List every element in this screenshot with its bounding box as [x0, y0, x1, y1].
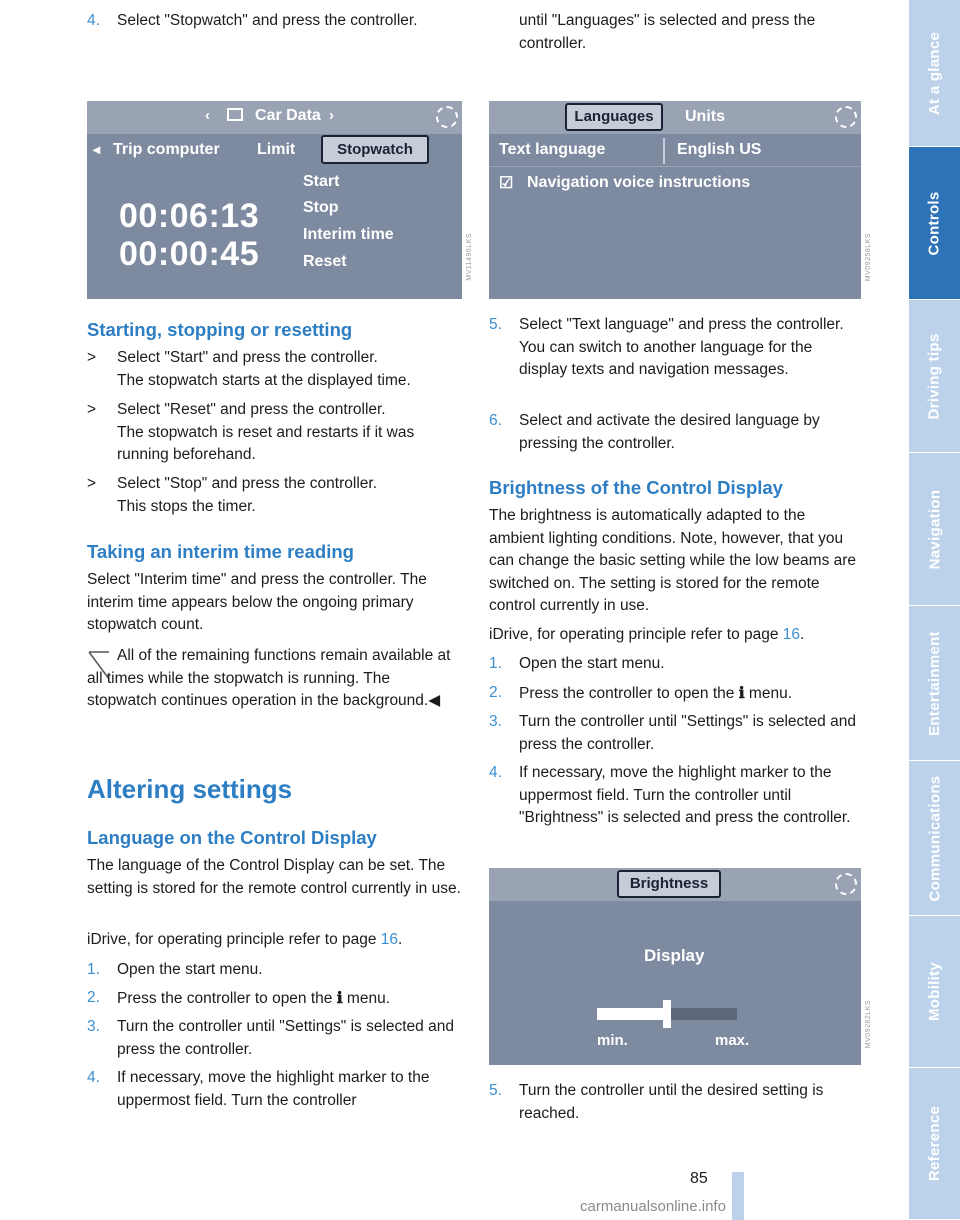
note-text: All of the remaining functions remain available at all times while the stopwatch is running. The stopwatch continues operation in the background.◀	[87, 647, 451, 709]
header-left-arrow: ‹	[205, 107, 210, 124]
brightness-slider-fill	[597, 1008, 667, 1020]
sidebar-item-mobility[interactable]: Mobility	[909, 916, 960, 1068]
column-divider	[663, 138, 665, 164]
chapter-sidebar	[909, 0, 960, 1220]
sidebar-item-reference[interactable]: Reference	[909, 1068, 960, 1220]
languages-screenshot	[489, 101, 861, 299]
sidebar-item-entertainment[interactable]: Entertainment	[909, 606, 960, 761]
page-number: 85	[690, 1170, 708, 1187]
image-code: MV09258LKS	[865, 233, 872, 282]
bullet-stop	[87, 473, 462, 518]
display-label: Display	[644, 946, 705, 965]
brightness-slider-handle[interactable]	[663, 1000, 671, 1028]
bullet-arrow: >	[87, 349, 97, 366]
bullet-line2: The stopwatch starts at the displayed time.	[117, 371, 411, 389]
sidebar-item-driving-tips[interactable]: Driving tips	[909, 300, 960, 453]
stopwatch-screenshot	[87, 101, 462, 299]
tab-back-arrow: ◂	[93, 141, 101, 157]
step-6-language	[489, 410, 861, 455]
header-right-arrow: ›	[329, 107, 334, 124]
brightness-paragraph: The brightness is automatically adapted to the ambient lighting conditions. Note, however, that you can change the basic setting while the low beams are switched on. The setting is stored for the remote control currently in use.	[489, 507, 857, 614]
heading-interim: Taking an interim time reading	[87, 541, 354, 562]
step-text: Select "Stopwatch" and press the controller.	[117, 12, 418, 29]
brightness-screenshot	[489, 868, 861, 1065]
tab-languages[interactable]: Languages	[565, 103, 663, 131]
page-link[interactable]: 16	[380, 931, 399, 948]
step-text: If necessary, move the highlight marker to the uppermost field. Turn the controller until "Brightness" is selected and press the controller.	[519, 764, 851, 826]
info-icon: ℹ	[336, 988, 343, 1007]
text-language-value: English US	[677, 141, 762, 158]
navigation-voice-label: Navigation voice instructions	[527, 174, 751, 191]
step-number: 5.	[489, 316, 502, 333]
menu-interim-time[interactable]: Interim time	[303, 226, 394, 243]
step-text: Turn the controller until "Settings" is selected and press the controller.	[519, 713, 856, 753]
watermark: carmanualsonline.info	[580, 1198, 726, 1215]
step-5-brightness	[489, 1080, 861, 1125]
bullet-line2: This stops the timer.	[117, 497, 256, 515]
bullet-reset	[87, 399, 462, 467]
step-text: If necessary, move the highlight marker to the uppermost field. Turn the controller	[117, 1069, 430, 1109]
bullet-start	[87, 347, 462, 392]
sidebar-item-controls[interactable]: Controls	[909, 147, 960, 300]
step-text: Open the start menu.	[519, 655, 665, 672]
navigation-voice-row[interactable]	[489, 167, 861, 200]
step-1-right	[489, 653, 861, 676]
step-text: Select "Text language" and press the controller. You can switch to another language for the display texts and navigation messages.	[519, 316, 844, 378]
idrive-reference: iDrive, for operating principle refer to page 16.	[87, 931, 403, 948]
step-number: 2.	[489, 684, 502, 701]
step-text: Turn the controller until the desired setting is reached.	[519, 1082, 824, 1122]
display-icon	[227, 108, 243, 121]
menu-reset[interactable]: Reset	[303, 253, 347, 270]
min-label: min.	[597, 1032, 628, 1049]
rotate-icon	[436, 106, 458, 128]
step-4-right	[489, 762, 861, 830]
primary-time: 00:06:13	[119, 197, 260, 235]
step-text: Turn the controller until "Settings" is selected and press the controller.	[117, 1018, 454, 1058]
step-number: 4.	[87, 12, 100, 29]
info-icon: ℹ	[738, 683, 745, 702]
image-code: MV11496LKS	[466, 233, 473, 281]
tab-bar	[87, 134, 462, 167]
step-number: 3.	[489, 713, 502, 730]
step-text: Select and activate the desired language by pressing the controller.	[519, 412, 820, 452]
step-number: 2.	[87, 989, 100, 1006]
page-link[interactable]: 16	[782, 626, 801, 643]
bullet-line2: The stopwatch is reset and restarts if it was running beforehand.	[117, 423, 415, 463]
max-label: max.	[715, 1032, 750, 1049]
step-1-left	[87, 959, 462, 982]
text-language-label: Text language	[499, 141, 606, 158]
tab-stopwatch[interactable]: Stopwatch	[321, 135, 429, 164]
menu-start[interactable]: Start	[303, 173, 340, 190]
interim-paragraph: Select "Interim time" and press the controller. The interim time appears below the ongoing primary stopwatch count.	[87, 571, 427, 633]
bullet-line1: Select "Stop" and press the controller.	[117, 475, 378, 492]
page-marker-bar	[732, 1172, 744, 1220]
sidebar-item-navigation[interactable]: Navigation	[909, 453, 960, 606]
step-text: Press the controller to open the ℹ menu.	[519, 683, 792, 702]
step-text: Open the start menu.	[117, 961, 263, 978]
bullet-line1: Select "Reset" and press the controller.	[117, 401, 386, 418]
sidebar-item-at-a-glance[interactable]: At a glance	[909, 0, 960, 147]
text-language-row[interactable]	[489, 134, 861, 167]
idrive-reference: iDrive, for operating principle refer to page 16.	[489, 626, 805, 643]
sidebar-item-communications[interactable]: Communications	[909, 761, 960, 916]
brightness-slider-track[interactable]	[597, 1008, 737, 1020]
bullet-line1: Select "Start" and press the controller.	[117, 349, 378, 366]
step-4-left	[87, 1067, 462, 1112]
step-number: 3.	[87, 1018, 100, 1035]
step-number: 4.	[87, 1069, 100, 1086]
step-3-left	[87, 1016, 462, 1061]
tab-trip-computer[interactable]: Trip computer	[113, 141, 220, 158]
tab-bar	[489, 101, 861, 134]
heading-altering-settings: Altering settings	[87, 774, 293, 804]
rotate-icon	[835, 873, 857, 895]
continued-step-text: until "Languages" is selected and press the controller.	[519, 12, 816, 52]
step-number: 1.	[87, 961, 100, 978]
step-number: 5.	[489, 1082, 502, 1099]
step-text: Press the controller to open the ℹ menu.	[117, 988, 390, 1007]
step-4-stopwatch	[87, 10, 462, 33]
image-code: MV09262LKS	[865, 1000, 872, 1049]
tab-bar	[489, 868, 861, 901]
stopwatch-body	[87, 167, 462, 299]
step-number: 6.	[489, 412, 502, 429]
header-bar	[87, 101, 462, 134]
rotate-icon	[835, 106, 857, 128]
heading-brightness: Brightness of the Control Display	[489, 477, 783, 498]
header-title: Car Data	[255, 107, 321, 124]
note-block	[87, 645, 462, 735]
checkbox-checked-icon: ☑	[499, 175, 514, 192]
step-2-right	[489, 682, 861, 706]
tab-limit[interactable]: Limit	[257, 141, 296, 158]
bullet-arrow: >	[87, 475, 97, 492]
menu-stop[interactable]: Stop	[303, 199, 339, 216]
interim-time: 00:00:45	[119, 235, 260, 273]
step-5-language	[489, 314, 861, 382]
tab-units[interactable]: Units	[685, 108, 725, 125]
step-number: 1.	[489, 655, 502, 672]
bullet-arrow: >	[87, 401, 97, 418]
heading-starting-stopping: Starting, stopping or resetting	[87, 319, 353, 340]
step-2-left	[87, 987, 462, 1011]
end-marker: ◀	[428, 692, 441, 709]
tab-brightness[interactable]: Brightness	[617, 870, 721, 898]
heading-language: Language on the Control Display	[87, 827, 377, 848]
language-paragraph: The language of the Control Display can be set. The setting is stored for the remote control currently in use.	[87, 857, 461, 897]
step-3-right	[489, 711, 861, 756]
step-number: 4.	[489, 764, 502, 781]
